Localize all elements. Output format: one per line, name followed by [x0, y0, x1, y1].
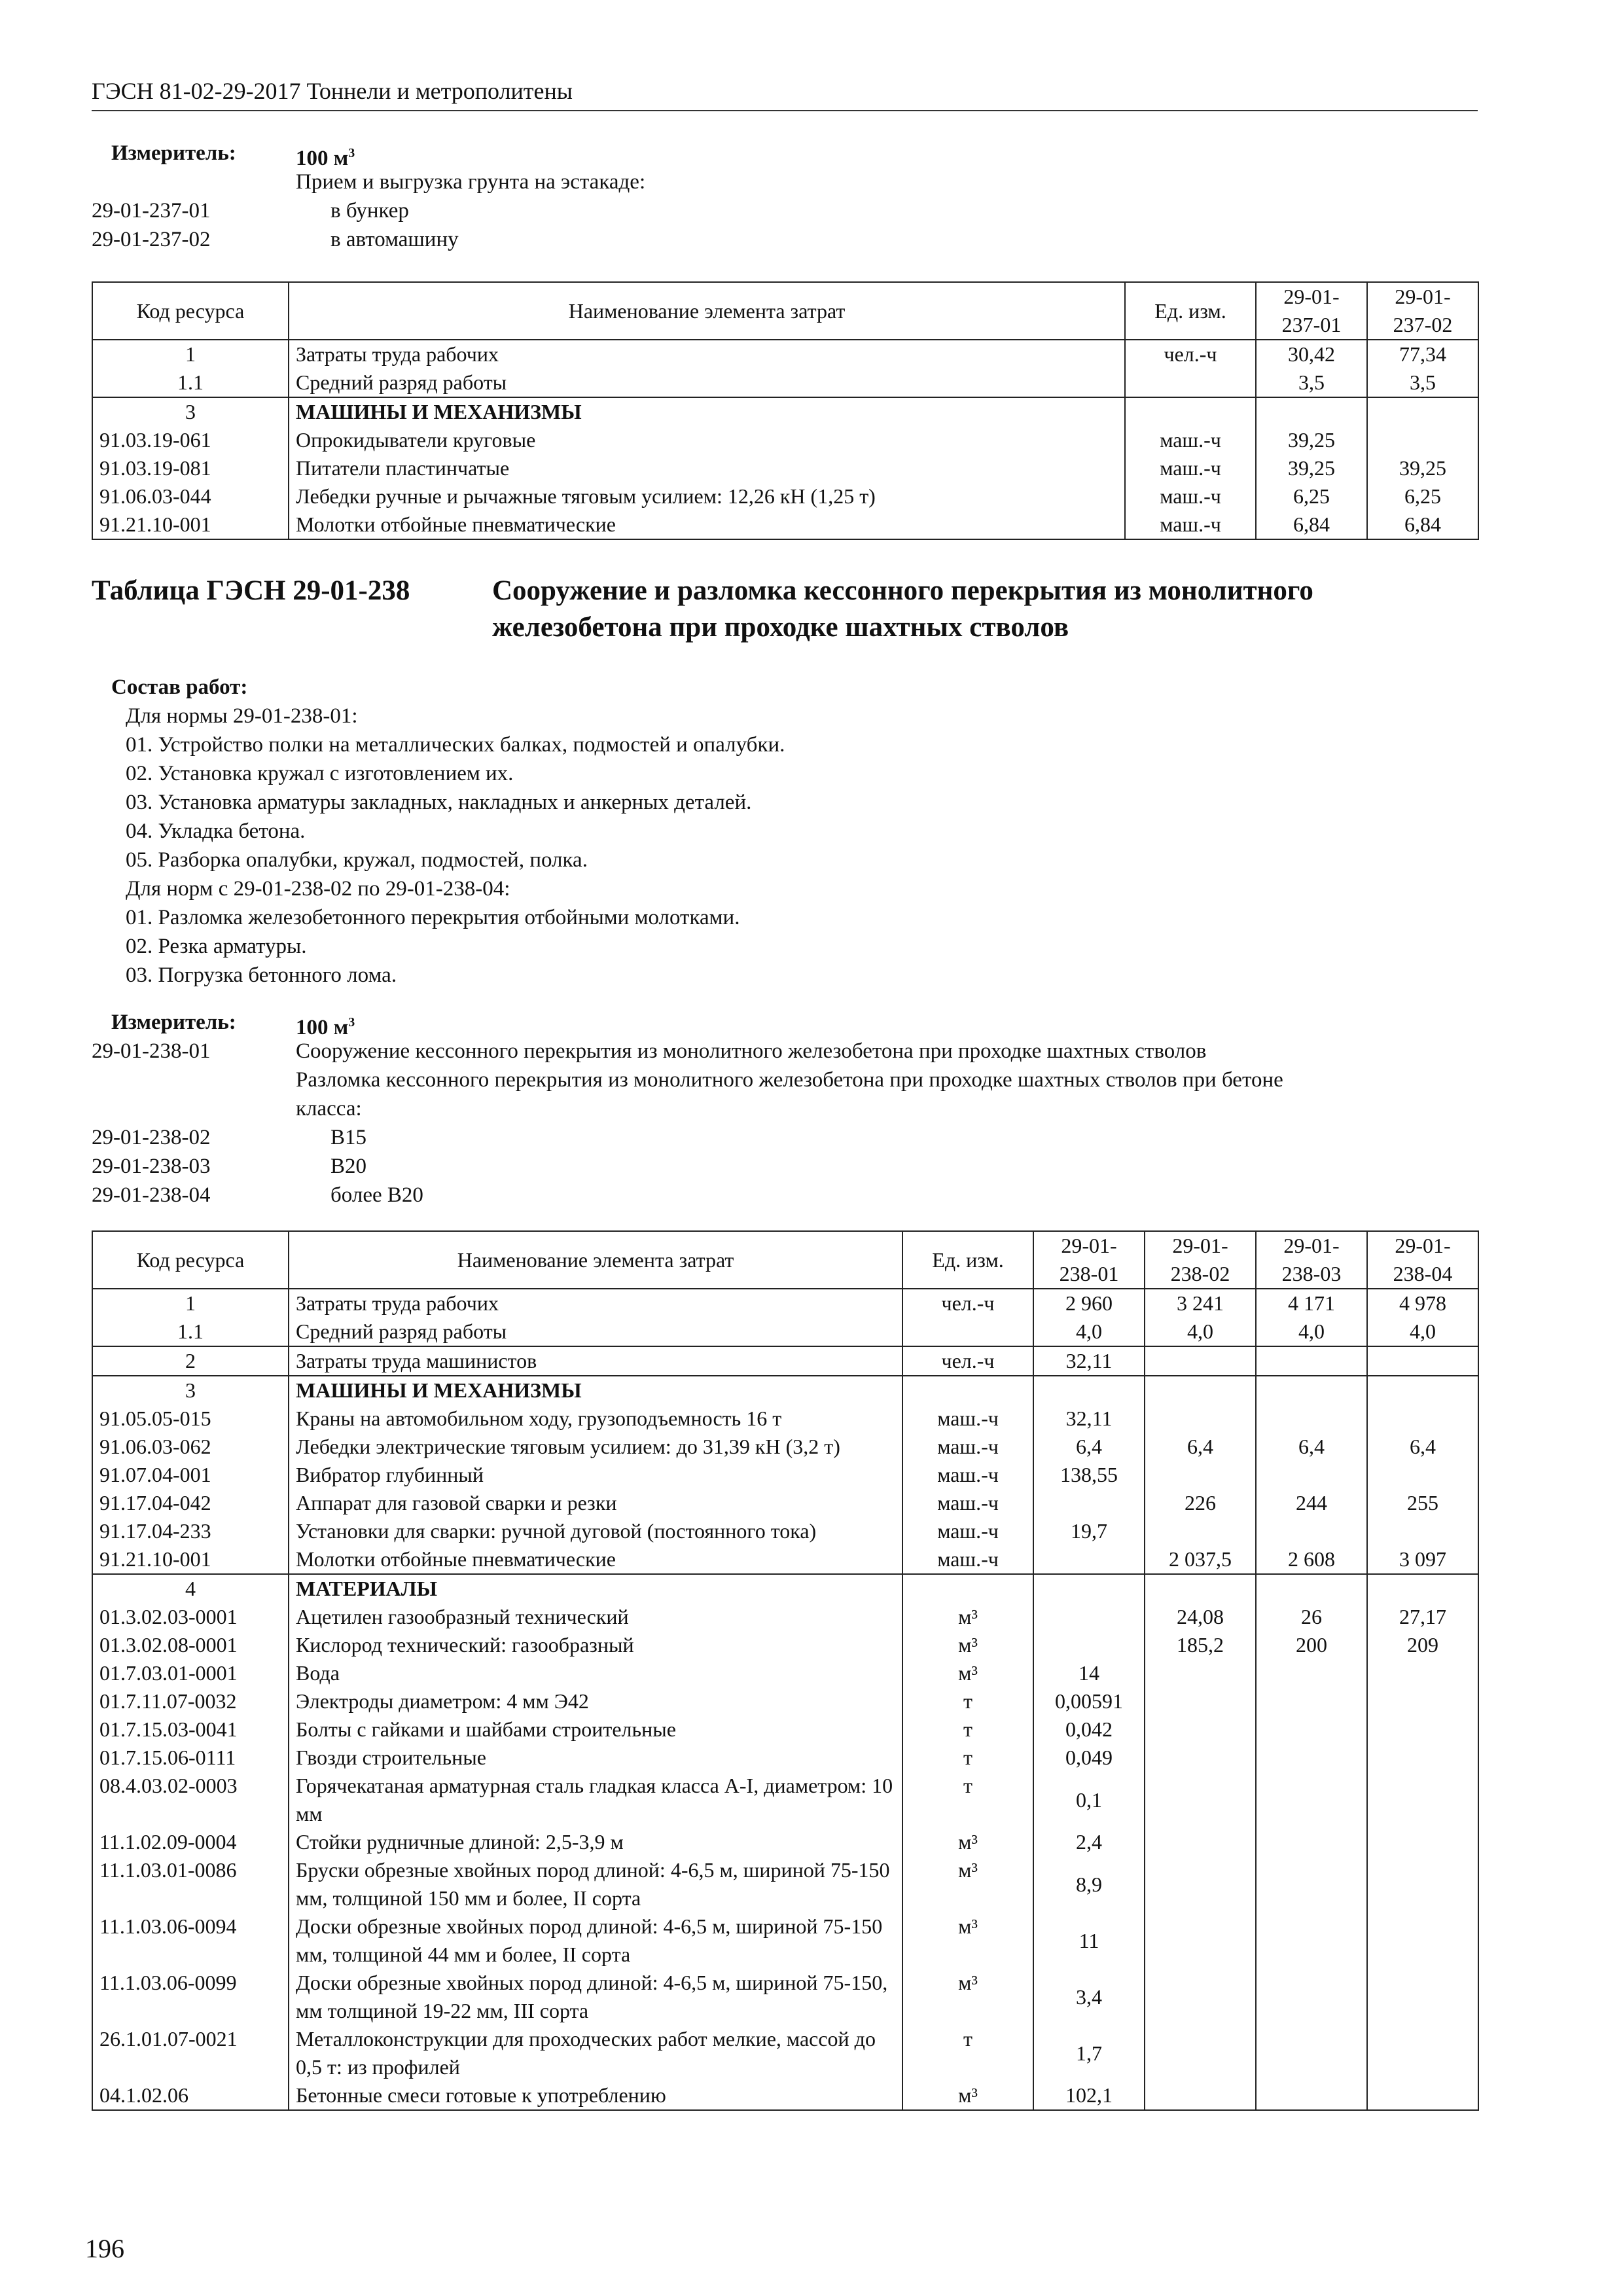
- cell-value: [1367, 1346, 1478, 1376]
- cell-value: [1256, 2081, 1367, 2110]
- cell-unit: т: [902, 1772, 1033, 1828]
- cell-value: 26: [1256, 1603, 1367, 1631]
- cell-value: [1145, 1659, 1256, 1687]
- running-header: ГЭСН 81-02-29-2017 Тоннели и метрополитены: [92, 77, 1478, 111]
- table-row: [92, 1828, 1478, 1856]
- table-row: [92, 397, 1478, 426]
- cell-value: 3,5: [1256, 368, 1367, 397]
- cell-value: [1033, 1489, 1145, 1517]
- cell-name: Лебедки электрические тяговым усилием: до 31,39 кН (3,2 т): [289, 1433, 902, 1461]
- cell-code: 91.06.03-044: [92, 482, 289, 511]
- norm-text: B20: [330, 1155, 367, 1178]
- table-row: [92, 1969, 1478, 2025]
- cell-value: 185,2: [1145, 1631, 1256, 1659]
- cell-value: 0,1: [1033, 1772, 1145, 1828]
- cell-value: 24,08: [1145, 1603, 1256, 1631]
- cell-value: [1033, 1631, 1145, 1659]
- cell-value: 3,4: [1033, 1969, 1145, 2025]
- cell-value: 4,0: [1367, 1318, 1478, 1346]
- page-number: 196: [85, 2234, 124, 2263]
- work-step: 05. Разборка опалубки, кружал, подмостей, полка.: [126, 848, 588, 872]
- cell-name: Металлоконструкции для проходческих работ мелкие, массой до 0,5 т: из профилей: [289, 2025, 902, 2081]
- col-header-name: Наименование элемента затрат: [289, 282, 1125, 340]
- cell-value: [1256, 1969, 1367, 2025]
- cell-code: 01.7.15.06-0111: [92, 1744, 289, 1772]
- table-row: [92, 1461, 1478, 1489]
- cell-code: 1.1: [92, 1318, 289, 1346]
- cell-unit: т: [902, 1744, 1033, 1772]
- table-row: [92, 1318, 1478, 1346]
- cell-value: 6,4: [1367, 1433, 1478, 1461]
- cell-code: 01.3.02.08-0001: [92, 1631, 289, 1659]
- cell-value: [1256, 1715, 1367, 1744]
- cell-value: [1256, 1772, 1367, 1828]
- cell-value: [1145, 1856, 1256, 1912]
- cell-code: 91.17.04-042: [92, 1489, 289, 1517]
- cell-value: 4,0: [1256, 1318, 1367, 1346]
- table-row: [92, 1715, 1478, 1744]
- meter-value-1: 100 $м^3$: [296, 146, 355, 170]
- cell-name: Ацетилен газообразный технический: [289, 1603, 902, 1631]
- cell-name: Вода: [289, 1659, 902, 1687]
- cell-value: [1145, 1461, 1256, 1489]
- table-row: [92, 1603, 1478, 1631]
- cell-value: [1145, 1715, 1256, 1744]
- cell-name: Затраты труда рабочих: [289, 1289, 902, 1318]
- cell-code: 91.21.10-001: [92, 511, 289, 539]
- table-row: [92, 1346, 1478, 1376]
- cell-value: 4 978: [1367, 1289, 1478, 1318]
- cell-value: [1145, 1346, 1256, 1376]
- norm-code: 29-01-237-02: [92, 228, 211, 251]
- table-row: [92, 2081, 1478, 2110]
- table-title-line-1: Сооружение и разломка кессонного перекрытия из монолитного: [492, 575, 1313, 606]
- cell-value: [1367, 1715, 1478, 1744]
- cell-unit: т: [902, 2025, 1033, 2081]
- table-row: [92, 1912, 1478, 1969]
- cell-value: [1367, 2025, 1478, 2081]
- cell-value: 244: [1256, 1489, 1367, 1517]
- cell-code: 1.1: [92, 368, 289, 397]
- cell-name: Стойки рудничные длиной: 2,5-3,9 м: [289, 1828, 902, 1856]
- cell-value: [1256, 1856, 1367, 1912]
- block1-description: Прием и выгрузка грунта на эстакаде:: [296, 170, 646, 194]
- cell-value: [1145, 1744, 1256, 1772]
- table-row: [92, 1517, 1478, 1545]
- cell-unit: маш.-ч: [1125, 454, 1256, 482]
- cell-code: 91.06.03-062: [92, 1433, 289, 1461]
- table-row: [92, 1856, 1478, 1912]
- cell-value: [1367, 1687, 1478, 1715]
- cell-name: Горячекатаная арматурная сталь гладкая класса А-I, диаметром: 10 мм: [289, 1772, 902, 1828]
- cell-code: 26.1.01.07-0021: [92, 2025, 289, 2081]
- cell-value: 102,1: [1033, 2081, 1145, 2110]
- resource-table-2: [92, 1230, 1479, 2111]
- table-row: [92, 1289, 1478, 1318]
- cell-value: 4 171: [1256, 1289, 1367, 1318]
- cell-unit: м³: [902, 1856, 1033, 1912]
- norm-code: 29-01-238-04: [92, 1183, 211, 1207]
- cell-name: Питатели пластинчатые: [289, 454, 1125, 482]
- cell-value: 39,25: [1256, 454, 1367, 482]
- cell-value: 200: [1256, 1631, 1367, 1659]
- norm-text: Разломка кессонного перекрытия из монолитного железобетона при проходке шахтных стволов при бетоне: [296, 1068, 1283, 1092]
- cell-name: Вибратор глубинный: [289, 1461, 902, 1489]
- cell-unit: [1125, 397, 1256, 426]
- cell-value: 14: [1033, 1659, 1145, 1687]
- col-header-norm-4: 29-01- 238-04: [1367, 1231, 1478, 1289]
- cell-value: 30,42: [1256, 340, 1367, 368]
- cell-value: [1367, 1969, 1478, 2025]
- cell-code: 11.1.03.01-0086: [92, 1856, 289, 1912]
- cell-name: МАТЕРИАЛЫ: [289, 1574, 902, 1603]
- col-header-unit: Ед. изм.: [1125, 282, 1256, 340]
- table-row: [92, 511, 1478, 539]
- cell-value: 2 960: [1033, 1289, 1145, 1318]
- cell-code: 01.7.11.07-0032: [92, 1687, 289, 1715]
- cell-unit: м³: [902, 1631, 1033, 1659]
- norm-code: 29-01-238-01: [92, 1039, 211, 1063]
- norm-code: 29-01-237-01: [92, 199, 211, 223]
- cell-code: 04.1.02.06: [92, 2081, 289, 2110]
- cell-name: Средний разряд работы: [289, 1318, 902, 1346]
- cell-code: 01.3.02.03-0001: [92, 1603, 289, 1631]
- cell-name: Доски обрезные хвойных пород длиной: 4-6,5 м, шириной 75-150, мм толщиной 19-22 мм, III сорта: [289, 1969, 902, 2025]
- cell-value: [1367, 2081, 1478, 2110]
- cell-unit: маш.-ч: [902, 1545, 1033, 1574]
- table-row: [92, 368, 1478, 397]
- cell-code: 1: [92, 1289, 289, 1318]
- col-header-code: Код ресурса: [92, 1231, 289, 1289]
- cell-value: 39,25: [1256, 426, 1367, 454]
- cell-unit: чел.-ч: [1125, 340, 1256, 368]
- cell-name: Затраты труда машинистов: [289, 1346, 902, 1376]
- cell-value: [1256, 1828, 1367, 1856]
- cell-value: 0,042: [1033, 1715, 1145, 1744]
- cell-value: 19,7: [1033, 1517, 1145, 1545]
- col-header-norm-3: 29-01- 238-03: [1256, 1231, 1367, 1289]
- cell-unit: [902, 1376, 1033, 1405]
- cell-name: Аппарат для газовой сварки и резки: [289, 1489, 902, 1517]
- work-step: 01. Устройство полки на металлических балках, подмостей и опалубки.: [126, 733, 785, 757]
- cell-value: 226: [1145, 1489, 1256, 1517]
- cell-value: 2,4: [1033, 1828, 1145, 1856]
- table-row: [92, 1631, 1478, 1659]
- col-header-unit: Ед. изм.: [902, 1231, 1033, 1289]
- cell-value: 6,25: [1367, 482, 1478, 511]
- cell-unit: маш.-ч: [1125, 426, 1256, 454]
- cell-value: [1256, 1517, 1367, 1545]
- work-step: 03. Погрузка бетонного лома.: [126, 963, 397, 987]
- cell-name: Лебедки ручные и рычажные тяговым усилием: 12,26 кН (1,25 т): [289, 482, 1125, 511]
- cell-name: Бетонные смеси готовые к употреблению: [289, 2081, 902, 2110]
- work-step: Для нормы 29-01-238-01:: [126, 704, 358, 728]
- cell-value: 3 097: [1367, 1545, 1478, 1574]
- col-header-name: Наименование элемента затрат: [289, 1231, 902, 1289]
- cell-value: [1367, 1828, 1478, 1856]
- cell-unit: маш.-ч: [902, 1433, 1033, 1461]
- cell-code: 11.1.02.09-0004: [92, 1828, 289, 1856]
- cell-unit: чел.-ч: [902, 1289, 1033, 1318]
- table-row: [92, 482, 1478, 511]
- cell-name: Затраты труда рабочих: [289, 340, 1125, 368]
- norm-text: B15: [330, 1126, 367, 1149]
- cell-value: [1033, 1603, 1145, 1631]
- cell-value: 3 241: [1145, 1289, 1256, 1318]
- cell-value: [1256, 1574, 1367, 1603]
- cell-unit: маш.-ч: [902, 1461, 1033, 1489]
- cell-unit: м³: [902, 1912, 1033, 1969]
- work-step: 01. Разломка железобетонного перекрытия отбойными молотками.: [126, 906, 740, 929]
- cell-value: [1367, 397, 1478, 426]
- table-row: [92, 1687, 1478, 1715]
- cell-unit: чел.-ч: [902, 1346, 1033, 1376]
- meter-label-1: Измеритель:: [111, 141, 236, 165]
- cell-value: [1367, 1405, 1478, 1433]
- cell-value: 3,5: [1367, 368, 1478, 397]
- cell-unit: маш.-ч: [902, 1405, 1033, 1433]
- cell-code: 3: [92, 397, 289, 426]
- cell-value: 6,4: [1033, 1433, 1145, 1461]
- cell-value: 6,84: [1367, 511, 1478, 539]
- cell-value: [1367, 426, 1478, 454]
- cell-value: [1145, 2081, 1256, 2110]
- cell-value: 6,25: [1256, 482, 1367, 511]
- cell-code: 01.7.03.01-0001: [92, 1659, 289, 1687]
- cell-unit: м³: [902, 1659, 1033, 1687]
- cell-unit: м³: [902, 2081, 1033, 2110]
- table-row: [92, 1772, 1478, 1828]
- meter-value-2: 100 $м^3$: [296, 1015, 355, 1039]
- cell-code: 91.05.05-015: [92, 1405, 289, 1433]
- norm-text: в бункер: [330, 199, 409, 223]
- cell-unit: маш.-ч: [1125, 482, 1256, 511]
- cell-name: Краны на автомобильном ходу, грузоподъемность 16 т: [289, 1405, 902, 1433]
- table-row: [92, 2025, 1478, 2081]
- table-row: [92, 340, 1478, 368]
- cell-value: [1033, 1376, 1145, 1405]
- cell-unit: [1125, 368, 1256, 397]
- cell-code: 91.07.04-001: [92, 1461, 289, 1489]
- cell-value: 8,9: [1033, 1856, 1145, 1912]
- cell-value: [1145, 2025, 1256, 2081]
- norm-text: Сооружение кессонного перекрытия из монолитного железобетона при проходке шахтных стволов: [296, 1039, 1207, 1063]
- cell-value: 77,34: [1367, 340, 1478, 368]
- cell-value: [1256, 1687, 1367, 1715]
- col-header-norm-2: 29-01- 237-02: [1367, 282, 1478, 340]
- cell-name: Доски обрезные хвойных пород длиной: 4-6,5 м, шириной 75-150 мм, толщиной 44 мм и более, II сорта: [289, 1912, 902, 1969]
- cell-code: 11.1.03.06-0094: [92, 1912, 289, 1969]
- col-header-norm-1: 29-01- 238-01: [1033, 1231, 1145, 1289]
- cell-value: [1256, 1912, 1367, 1969]
- meter-label-2: Измеритель:: [111, 1011, 236, 1034]
- norm-code: 29-01-238-03: [92, 1155, 211, 1178]
- table-row: [92, 1376, 1478, 1405]
- cell-name: Бруски обрезные хвойных пород длиной: 4-6,5 м, шириной 75-150 мм, толщиной 150 мм и более, II сорта: [289, 1856, 902, 1912]
- cell-value: [1145, 1912, 1256, 1969]
- norm-text: в автомашину: [330, 228, 459, 251]
- cell-value: [1367, 1744, 1478, 1772]
- cell-value: 32,11: [1033, 1346, 1145, 1376]
- table-row: [92, 1744, 1478, 1772]
- cell-value: [1033, 1574, 1145, 1603]
- cell-unit: т: [902, 1687, 1033, 1715]
- cell-value: 39,25: [1367, 454, 1478, 482]
- cell-code: 91.21.10-001: [92, 1545, 289, 1574]
- cell-value: [1367, 1574, 1478, 1603]
- cell-value: 0,049: [1033, 1744, 1145, 1772]
- cell-code: 91.03.19-081: [92, 454, 289, 482]
- work-step: 04. Укладка бетона.: [126, 819, 306, 843]
- cell-value: 6,4: [1145, 1433, 1256, 1461]
- cell-name: Болты с гайками и шайбами строительные: [289, 1715, 902, 1744]
- cell-value: 255: [1367, 1489, 1478, 1517]
- cell-unit: т: [902, 1715, 1033, 1744]
- cell-code: 1: [92, 340, 289, 368]
- cell-value: [1145, 1405, 1256, 1433]
- norm-code: 29-01-238-02: [92, 1126, 211, 1149]
- table-label: Таблица ГЭСН 29-01-238: [92, 575, 410, 606]
- cell-value: [1256, 397, 1367, 426]
- cell-value: [1256, 1744, 1367, 1772]
- table-row: [92, 454, 1478, 482]
- cell-value: [1256, 2025, 1367, 2081]
- cell-name: Кислород технический: газообразный: [289, 1631, 902, 1659]
- cell-value: 2 608: [1256, 1545, 1367, 1574]
- cell-name: Опрокидыватели круговые: [289, 426, 1125, 454]
- cell-value: [1145, 1828, 1256, 1856]
- col-header-norm-1: 29-01- 237-01: [1256, 282, 1367, 340]
- cell-value: 138,55: [1033, 1461, 1145, 1489]
- cell-value: 4,0: [1033, 1318, 1145, 1346]
- cell-name: Гвозди строительные: [289, 1744, 902, 1772]
- cell-code: 3: [92, 1376, 289, 1405]
- col-header-code: Код ресурса: [92, 282, 289, 340]
- norm-text: класса:: [296, 1097, 362, 1121]
- cell-value: [1145, 1969, 1256, 2025]
- cell-value: [1256, 1659, 1367, 1687]
- cell-name: Молотки отбойные пневматические: [289, 511, 1125, 539]
- cell-name: МАШИНЫ И МЕХАНИЗМЫ: [289, 1376, 902, 1405]
- cell-value: [1367, 1659, 1478, 1687]
- cell-value: [1145, 1772, 1256, 1828]
- cell-value: 209: [1367, 1631, 1478, 1659]
- cell-name: Установки для сварки: ручной дуговой (постоянного тока): [289, 1517, 902, 1545]
- cell-unit: маш.-ч: [1125, 511, 1256, 539]
- cell-unit: [902, 1574, 1033, 1603]
- cell-value: [1145, 1376, 1256, 1405]
- cell-name: Средний разряд работы: [289, 368, 1125, 397]
- col-header-norm-2: 29-01- 238-02: [1145, 1231, 1256, 1289]
- cell-value: [1145, 1687, 1256, 1715]
- cell-value: 4,0: [1145, 1318, 1256, 1346]
- cell-value: 11: [1033, 1912, 1145, 1969]
- cell-value: [1367, 1376, 1478, 1405]
- cell-code: 91.17.04-233: [92, 1517, 289, 1545]
- cell-value: 6,4: [1256, 1433, 1367, 1461]
- table-row: [92, 426, 1478, 454]
- table-row: [92, 1659, 1478, 1687]
- cell-name: МАШИНЫ И МЕХАНИЗМЫ: [289, 397, 1125, 426]
- cell-code: 08.4.03.02-0003: [92, 1772, 289, 1828]
- resource-table-1: [92, 281, 1479, 540]
- cell-unit: маш.-ч: [902, 1517, 1033, 1545]
- cell-value: [1145, 1574, 1256, 1603]
- cell-value: [1367, 1856, 1478, 1912]
- cell-value: 2 037,5: [1145, 1545, 1256, 1574]
- cell-unit: м³: [902, 1603, 1033, 1631]
- cell-value: [1145, 1517, 1256, 1545]
- cell-value: 1,7: [1033, 2025, 1145, 2081]
- table-row: [92, 1405, 1478, 1433]
- cell-name: Электроды диаметром: 4 мм Э42: [289, 1687, 902, 1715]
- cell-value: 27,17: [1367, 1603, 1478, 1631]
- cell-value: [1033, 1545, 1145, 1574]
- table-row: [92, 1433, 1478, 1461]
- work-step: 02. Резка арматуры.: [126, 935, 307, 958]
- cell-value: [1256, 1461, 1367, 1489]
- cell-value: [1367, 1772, 1478, 1828]
- cell-unit: маш.-ч: [902, 1489, 1033, 1517]
- cell-value: 0,00591: [1033, 1687, 1145, 1715]
- cell-code: 4: [92, 1574, 289, 1603]
- table-row: [92, 1574, 1478, 1603]
- cell-value: [1256, 1346, 1367, 1376]
- work-step: 02. Установка кружал с изготовлением их.: [126, 762, 514, 785]
- work-step: Для норм с 29-01-238-02 по 29-01-238-04:: [126, 877, 510, 901]
- cell-name: Молотки отбойные пневматические: [289, 1545, 902, 1574]
- cell-value: 6,84: [1256, 511, 1367, 539]
- cell-value: [1367, 1517, 1478, 1545]
- work-step: 03. Установка арматуры закладных, накладных и анкерных деталей.: [126, 791, 752, 814]
- cell-code: 91.03.19-061: [92, 426, 289, 454]
- cell-value: 32,11: [1033, 1405, 1145, 1433]
- cell-value: [1256, 1405, 1367, 1433]
- cell-code: 2: [92, 1346, 289, 1376]
- work-composition-label: Состав работ:: [111, 675, 248, 699]
- table-row: [92, 1489, 1478, 1517]
- table-title-line-2: железобетона при проходке шахтных стволов: [492, 612, 1069, 643]
- cell-unit: м³: [902, 1828, 1033, 1856]
- cell-unit: [902, 1318, 1033, 1346]
- table-row: [92, 1545, 1478, 1574]
- cell-value: [1367, 1912, 1478, 1969]
- cell-code: 11.1.03.06-0099: [92, 1969, 289, 2025]
- cell-value: [1256, 1376, 1367, 1405]
- cell-unit: м³: [902, 1969, 1033, 2025]
- cell-value: [1367, 1461, 1478, 1489]
- norm-text: более B20: [330, 1183, 423, 1207]
- cell-code: 01.7.15.03-0041: [92, 1715, 289, 1744]
